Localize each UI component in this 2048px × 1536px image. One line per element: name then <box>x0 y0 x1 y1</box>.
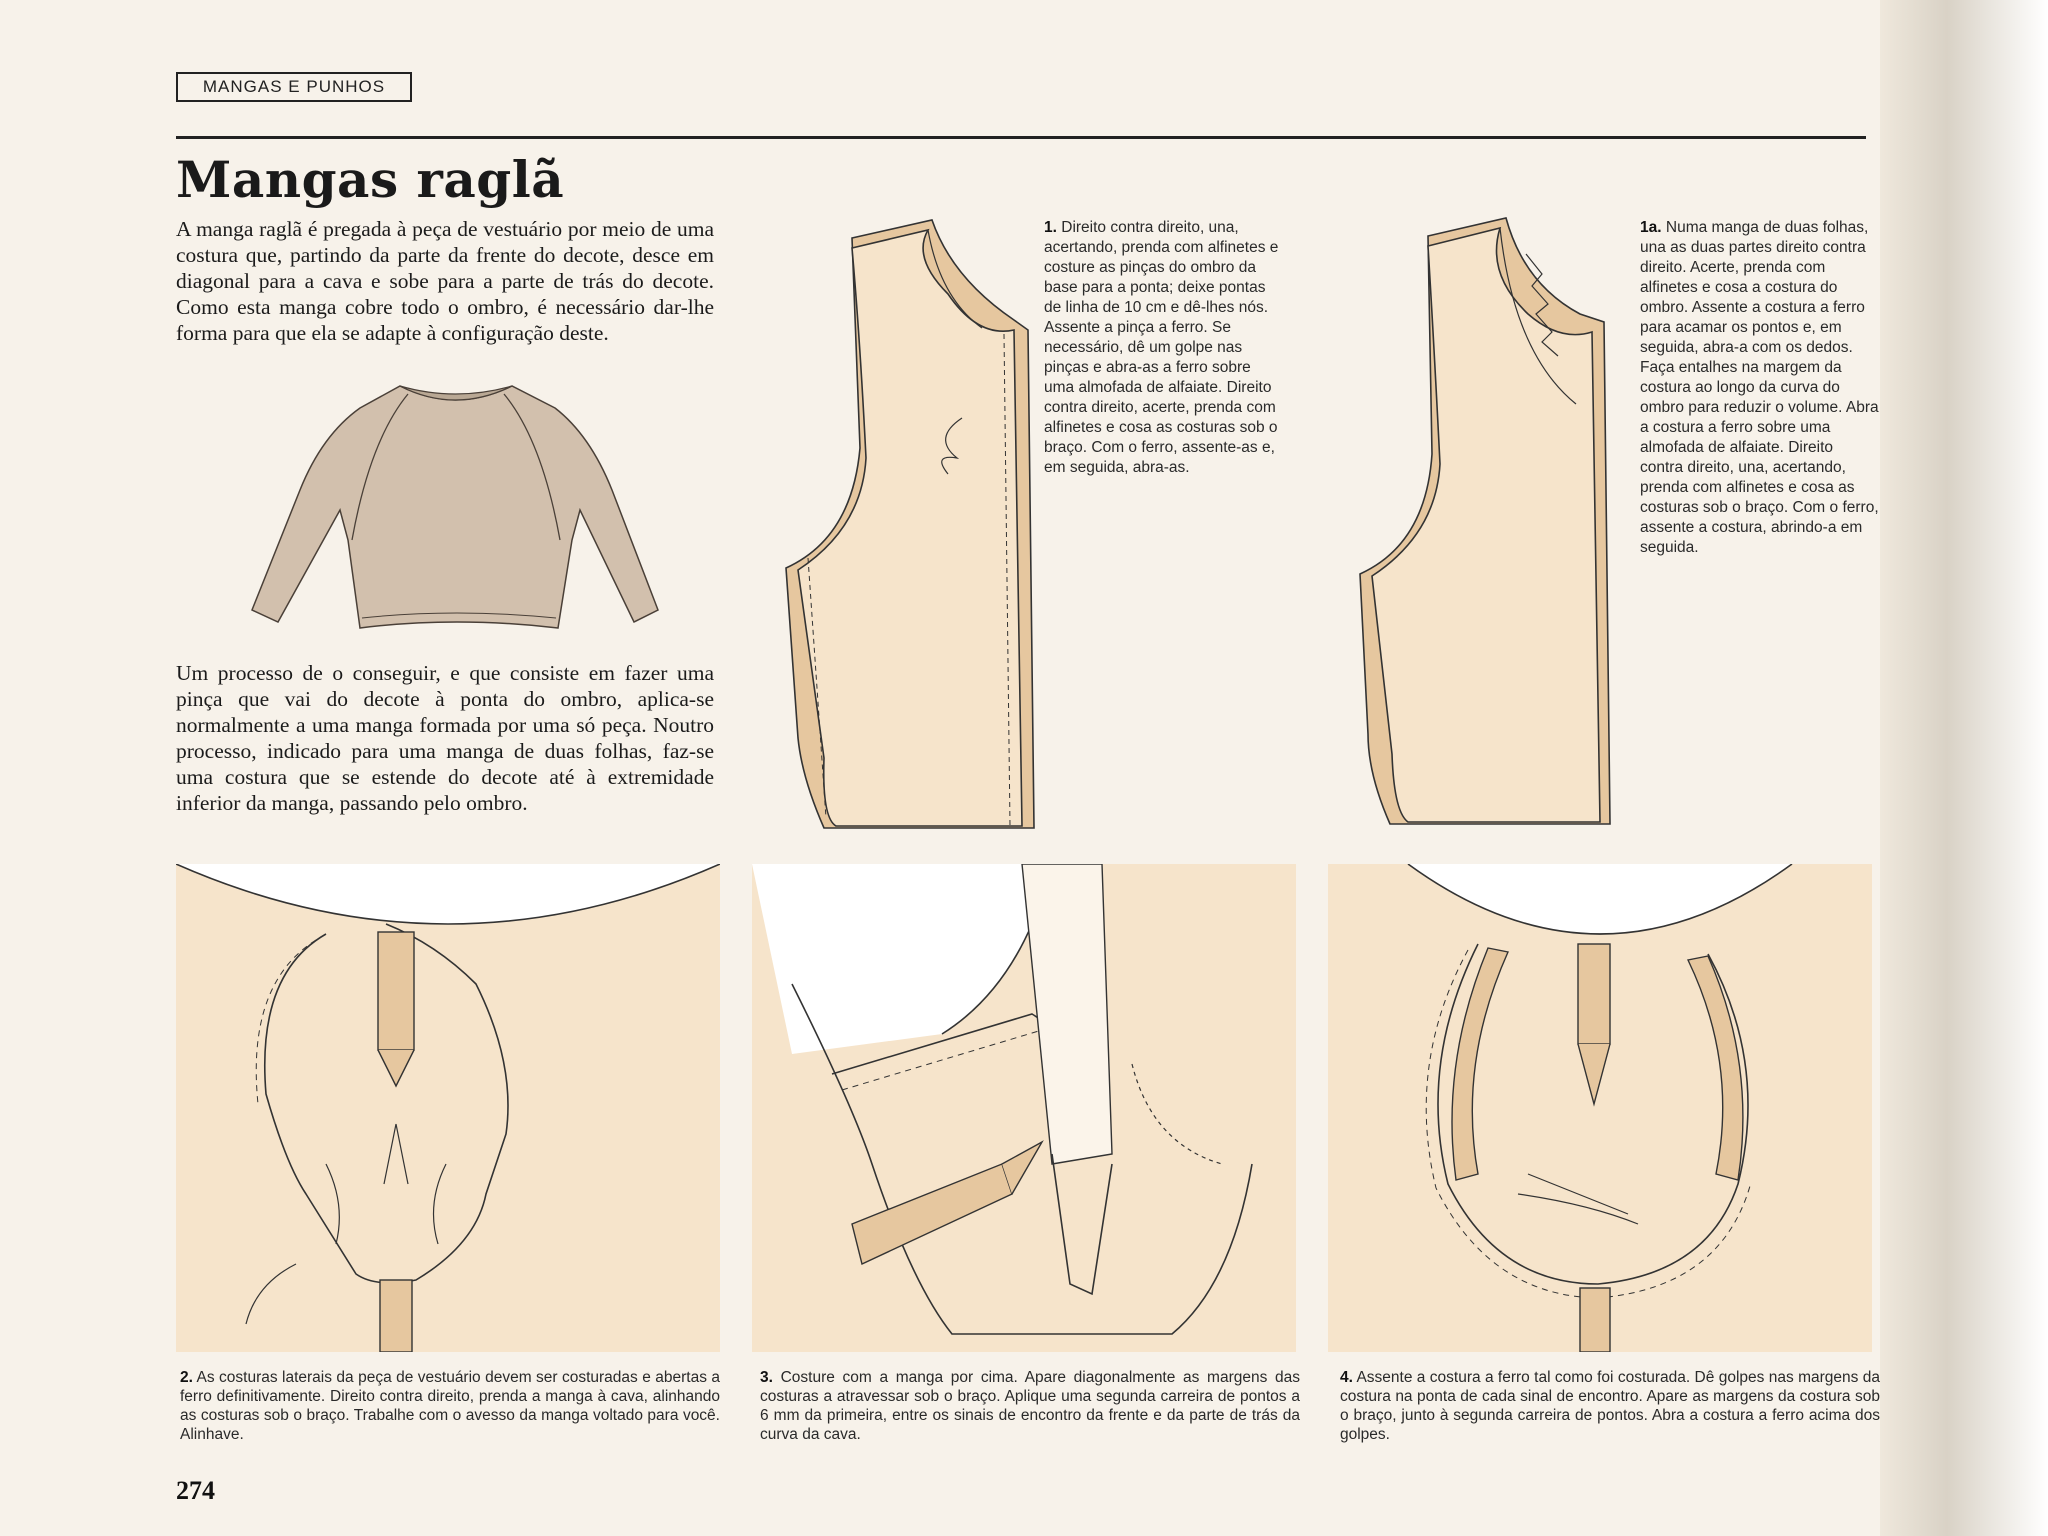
step-2-number: 2. <box>180 1369 193 1386</box>
page-title: Mangas raglã <box>176 150 565 209</box>
intro-paragraph: A manga raglã é pregada à peça de vestuário por meio de uma costura que, partindo da parte da frente do decote, desce em diagonal para a cava e sobe para a parte de trás do decote. Como esta manga cobre todo o ombro, é necessário dar-lhe forma para que ela se adapte à configuração deste. <box>176 217 714 345</box>
step-1-text: Direito contra direito, una, acertando, prenda com alfinetes e costure as pinças do ombro da base para a ponta; deixe pontas de linha de 10 cm e dê-lhes nós. Assente a pinça a ferro. Se necessário, dê um golpe nas pinças e abra-as a ferro sobre uma almofada de alfaiate. Direito contra direito, acerte, prenda com alfinetes e cosa as costuras sob o braço. Com o ferro, assente-as e, em seguida, abra-as. <box>1044 219 1279 476</box>
body-paragraph: Um processo de o conseguir, e que consiste em fazer uma pinça que vai do decote à ponta do ombro, aplica-se normalmente a uma manga formada por uma só peça. Noutro processo, indicado para uma manga de duas folhas, faz-se uma costura que se estende do decote até à extremidade inferior da manga, passando pelo ombro. <box>176 661 714 815</box>
caption-step-2 <box>180 1368 720 1444</box>
step-1a-number: 1a. <box>1640 219 1662 236</box>
caption-step-4 <box>1340 1368 1880 1444</box>
step-4-number: 4. <box>1340 1369 1353 1386</box>
caption-step-3 <box>760 1368 1300 1444</box>
figure-1a-sleeve <box>1328 214 1628 826</box>
raglan-sweater-illustration <box>250 380 660 630</box>
page-number: 274 <box>176 1476 215 1505</box>
step-2-text: As costuras laterais da peça de vestuário devem ser costuradas e abertas a ferro definitivamente. Direito contra direito, prenda a manga à cava, alinhando as costuras sob o braço. Trabalhe com o avesso da manga voltado para você. Alinhave. <box>180 1369 720 1443</box>
caption-step-1 <box>1044 218 1284 478</box>
figure-2-panel <box>176 864 720 1352</box>
step-4-text: Assente a costura a ferro tal como foi costurada. Dê golpes nas margens da costura na ponta de cada sinal de encontro. Apare as margens da costura sob o braço, junto à segunda carreira de pontos. Abra a costura a ferro acima dos golpes. <box>1340 1369 1880 1443</box>
figure-3-panel <box>752 864 1296 1352</box>
caption-step-1a <box>1640 218 1880 558</box>
step-1-number: 1. <box>1044 219 1057 236</box>
page-spine-shadow <box>1880 0 2048 1536</box>
step-3-text: Costure com a manga por cima. Apare diagonalmente as margens das costuras a atravessar sob o braço. Aplique uma segunda carreira de pontos a 6 mm da primeira, entre os sinais de encontro da frente e da parte de trás da curva da cava. <box>760 1369 1300 1443</box>
figure-4-panel <box>1328 864 1872 1352</box>
step-1a-text: Numa manga de duas folhas, una as duas partes direito contra direito. Acerte, prenda com alfinetes e cosa a costura do ombro. Assente a costura a ferro para acamar os pontos e, em seguida, abra-a com os dedos. Faça entalhes na margem da costura ao longo da curva do ombro para reduzir o volume. Abra a costura a ferro sobre uma almofada de alfaiate. Direito contra direito, una, acertando, prenda com alfinetes e cosa as costuras sob o braço. Com o ferro, assente a costura, abrindo-a em seguida. <box>1640 219 1879 556</box>
step-3-number: 3. <box>760 1369 773 1386</box>
section-tag: MANGAS E PUNHOS <box>176 72 412 102</box>
header-rule <box>176 136 1866 139</box>
figure-1-sleeve <box>752 218 1052 830</box>
